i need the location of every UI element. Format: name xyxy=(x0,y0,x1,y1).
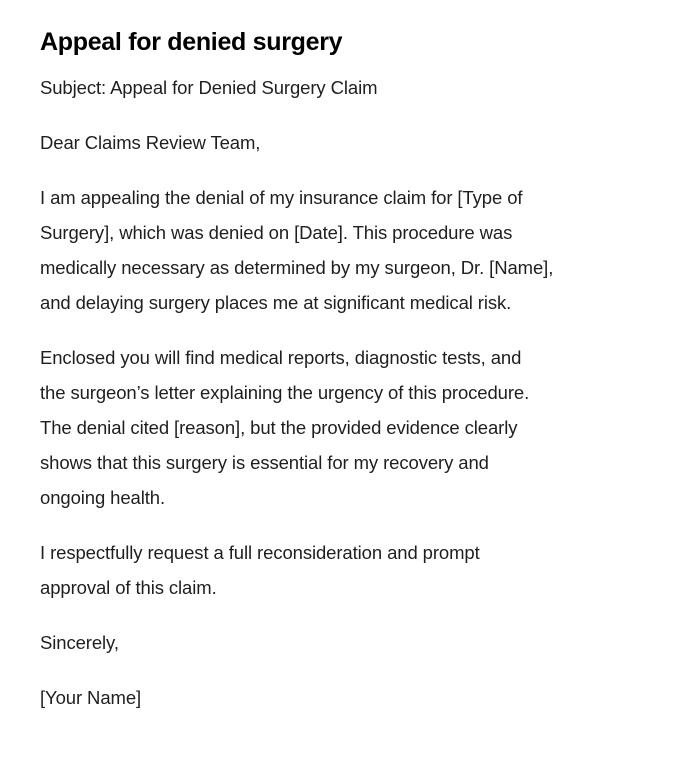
paragraph-request xyxy=(40,535,660,605)
paragraph-line: the surgeon’s letter explaining the urgency of this procedure. xyxy=(40,382,530,403)
paragraph-line: The denial cited [reason], but the provided evidence clearly xyxy=(40,417,518,438)
subject-line: Subject: Appeal for Denied Surgery Claim xyxy=(40,77,378,98)
paragraph-line: medically necessary as determined by my surgeon, Dr. [Name], xyxy=(40,257,554,278)
salutation: Dear Claims Review Team, xyxy=(40,132,261,153)
paragraph-evidence xyxy=(40,340,660,515)
closing: Sincerely, xyxy=(40,632,119,653)
paragraph-line: ongoing health. xyxy=(40,487,166,508)
document-title: Appeal for denied surgery xyxy=(40,28,343,56)
paragraph-line: and delaying surgery places me at significant medical risk. xyxy=(40,292,512,313)
paragraph-line: Surgery], which was denied on [Date]. This procedure was xyxy=(40,222,513,243)
paragraph-line: I respectfully request a full reconsideration and prompt xyxy=(40,542,480,563)
signature-placeholder: [Your Name] xyxy=(40,687,142,708)
paragraph-line: I am appealing the denial of my insurance claim for [Type of xyxy=(40,187,523,208)
paragraph-line: Enclosed you will find medical reports, diagnostic tests, and xyxy=(40,347,522,368)
paragraph-line: approval of this claim. xyxy=(40,577,217,598)
paragraph-line: shows that this surgery is essential for my recovery and xyxy=(40,452,489,473)
paragraph-appeal-reason xyxy=(40,180,660,320)
